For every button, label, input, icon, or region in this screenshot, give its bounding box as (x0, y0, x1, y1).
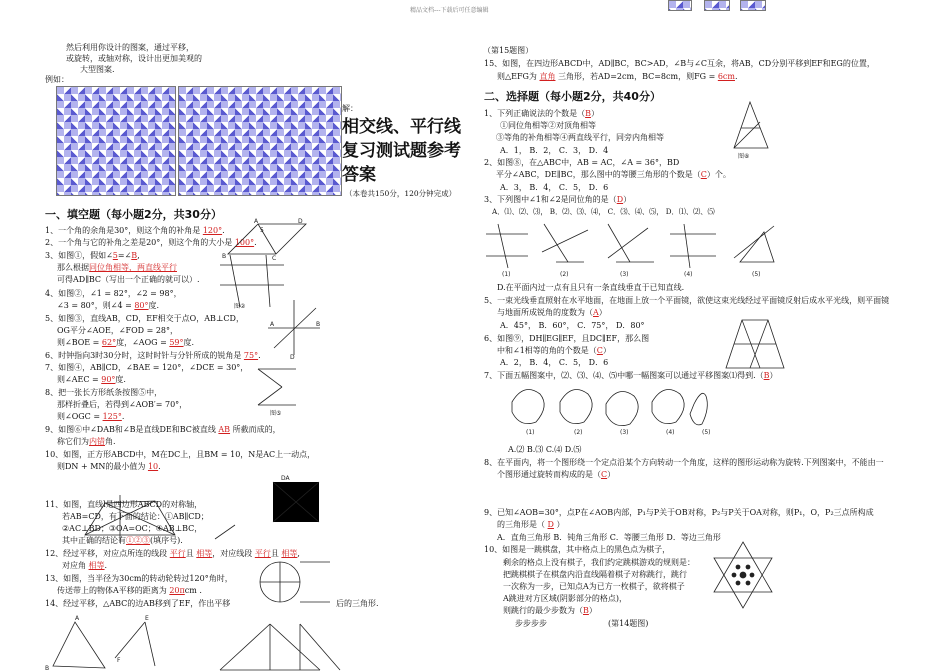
q11: 11、如图，直线l是四边形ABCD的对称轴， (45, 500, 203, 509)
figure-intersect (268, 300, 322, 360)
figure-kite (75, 495, 245, 545)
q11-line3: ②AC⊥BD；③OA=OC；④AB⊥BC， (62, 524, 203, 533)
q13-answer: 传送带上的物体A平移的距离为 20πcm . (57, 586, 202, 595)
q3-note: 可得AD∥BC（写出一个正确的就可以）. (57, 275, 200, 284)
c3: 3、下列图中∠1和∠2是同位角的是（D） (484, 195, 632, 204)
c8: 8、在平面内，将一个图形绕一个定点沿某个方向转动一个角度，这样的图形运动称为旋转.下列图案中，不能由一 (484, 458, 884, 467)
c6: 6、如图⑨，DH∥EG∥EF，且DC∥EF，那么图 (484, 334, 650, 343)
figure-trapezoid (724, 316, 786, 372)
c1: 1、下列正确说法的个数是（B） (484, 109, 599, 118)
q15: 15、如图，在四边形ABCD中，AD∥BC，BC>AD，∠B与∠C互余，将AB，CD分别平移到EF和EG的位置， (484, 59, 875, 68)
svg-text:5: 5 (260, 227, 264, 234)
tile-pattern (740, 0, 766, 11)
q11-answer: 其中正确的结论有①②③(填序号). (62, 536, 183, 545)
c1-line3: ③等角的补角相等④两直线平行，同旁内角相等 (496, 133, 664, 142)
figure-grid (220, 620, 340, 672)
q12: 12、经过平移，对应点所连的线段 平行且 相等，对应线段 平行且 相等, (45, 549, 300, 558)
svg-text:B: B (222, 253, 227, 260)
q15-label: （第15题图） (483, 46, 534, 55)
figure-checkerboard (712, 540, 774, 610)
c1-options: A．1， B．2， C．3， D．4 (500, 146, 609, 155)
q9-answer: 称它们为内错角. (57, 437, 116, 446)
solution-label: 解： (342, 104, 358, 113)
section-heading: 二、选择题（每小题2分，共40分） (484, 90, 661, 103)
svg-text:(3): (3) (620, 271, 629, 278)
c1-line2: ①同位角相等②对顶角相等 (500, 121, 596, 130)
intro-line: 然后利用你设计的图案，通过平移， (66, 43, 194, 52)
figure-triangles (45, 615, 195, 672)
svg-text:A: A (270, 321, 275, 328)
c6-line2: 中和∠1相等的角的个数是（C） (497, 346, 611, 355)
q8: 8、把一张长方形纸条按图⑤中， (45, 388, 163, 397)
c5-line2: 与地面所成锐角的度数为（A） (497, 308, 607, 317)
c10-line5: A跳进对方区域(阴影部分的格点)， (503, 594, 628, 603)
c10-steps: 步步步步 (515, 619, 547, 628)
q14-line2: 后的三角形. (336, 599, 379, 608)
q5: 5、如图③，直线AB，CD，EF相交于点O，AB⊥CD， (45, 314, 244, 323)
q8-line2: 那样折叠后，若得到∠AOB′= 70°， (57, 400, 188, 409)
tile-pattern (668, 0, 692, 11)
q10: 10、如图，正方形ABCD中，M在DC上，且BM = 10，N是AC上一动点， (45, 450, 316, 459)
c5: 5、一束光线垂直照射在水平地面，在地面上放一个平面镜，欲使这束光线经过平面镜反射后成水平光线，则平面镜 (484, 296, 890, 305)
svg-text:E: E (145, 615, 149, 622)
svg-text:图⑧: 图⑧ (738, 153, 750, 160)
tile-pattern-image (56, 86, 176, 196)
svg-text:B: B (45, 665, 50, 672)
section-heading: 一、填空题（每小题2分，共30分） (45, 208, 222, 221)
c3-options: A．⑴、⑵、⑶， B．⑵、⑶、⑷， C．⑶、⑷、⑸， D．⑴、⑵、⑸ (492, 207, 715, 216)
subtitle: （本卷共150分，120分钟完成） (345, 189, 457, 198)
figure-parallelogram (222, 218, 308, 262)
svg-text:D: D (298, 218, 303, 225)
doc-title-line: 复习测试题参考 (342, 141, 461, 161)
figure-wheel (250, 560, 330, 606)
svg-text:(2): (2) (560, 271, 569, 278)
figure-leaf-patterns (506, 382, 711, 436)
q7-answer: 则∠AEC = 90°度. (57, 375, 126, 384)
svg-text:图⑤: 图⑤ (270, 410, 282, 417)
svg-text:图②: 图② (234, 303, 246, 310)
page-header: 精品文档---下载后可任意编辑 (410, 7, 489, 14)
q2: 2、一个角与它的补角之差是20°，则这个角的大小是 100°. (45, 238, 257, 247)
q6: 6、时钟指向3时30分时，这时时针与分针所成的锐角是 75°. (45, 351, 261, 360)
c7: 7、下面五幅图案中，⑵、⑶、⑷、⑸中哪一幅图案可以通过平移图案⑴得到.（B） (484, 371, 778, 380)
svg-text:(5): (5) (752, 271, 761, 278)
c10-line3: 把跳棋棋子在棋盘内沿直线隔着棋子对称跳行，跳行 (503, 570, 687, 579)
q3-reason: 那么根据同位角相等，两直线平行 (57, 263, 177, 272)
q5-line2: OG平分∠AOE，∠FOD = 28°， (57, 326, 179, 335)
svg-text:D: D (290, 354, 295, 361)
svg-text:(4): (4) (666, 429, 675, 436)
figure-isosceles (730, 100, 774, 160)
q13: 13、如图，当半径为30cm的转动轮转过120°角时， (45, 574, 233, 583)
intro-line: 例如： (45, 75, 69, 84)
c5-options: A．45°， B．60°， C．75°， D．80° (500, 321, 645, 330)
c9: 9、已知∠AOB=30°，点P在∠AOB内部，P₁与P关于OB对称，P₂与P关于OA对称，则P₁，O，P₂三点所构成 (484, 508, 874, 517)
q1: 1、一个角的余角是30°，则这个角的补角是 120°. (45, 226, 225, 235)
q15-answer: 则△EFG为 直角 三角形，若AD=2cm，BC=8cm，则FG = 6cm. (497, 72, 738, 81)
q12-answer: 对应角 相等. (62, 561, 108, 570)
doc-title-line: 相交线、平行线 (342, 117, 461, 137)
c14-label: (第14题图) (608, 619, 649, 628)
svg-text:(5): (5) (702, 429, 711, 436)
figure-angle-options (484, 222, 774, 278)
figure-parallel (252, 365, 308, 415)
svg-text:A: A (75, 615, 80, 622)
tile-pattern-image (178, 86, 342, 196)
svg-text:(3): (3) (620, 429, 629, 436)
q3: 3、如图①，假如∠5=∠B, (45, 251, 140, 260)
c10-answer: 则跳行的最少步数为（B） (503, 606, 597, 615)
c9-line2: 的三角形是（ D ） (497, 520, 565, 529)
c6-options: A．2， B．4， C．5， D．6 (500, 358, 609, 367)
c4-option-d: D.在平面内过一点有且只有一条直线垂直于已知直线. (497, 283, 685, 292)
q10-answer: 则DN + MN的最小值为 10. (57, 462, 161, 471)
intro-line: 或旋转，或轴对称，设计出更加美观的 (66, 54, 202, 63)
svg-text:(4): (4) (684, 271, 693, 278)
c2-line2: 平分∠ABC，DE∥BC，那么图中的等腰三角形的个数是（C）个。 (496, 170, 731, 179)
q11-line2: 若AB=CD，有下面的结论：①AB∥CD； (62, 512, 209, 521)
q4-answer: ∠3 = 80°，则∠4 = 80°度. (57, 301, 160, 310)
figure-square (263, 470, 333, 530)
svg-text:F: F (117, 657, 121, 664)
tile-pattern (704, 0, 730, 11)
c8-line2: 个图形通过旋转而构成的是（C） (497, 470, 616, 479)
doc-title-line: 答案 (342, 165, 376, 185)
svg-text:(1): (1) (502, 271, 511, 278)
q7: 7、如图④，AB∥CD，∠BAE = 120°，∠DCE = 30°， (45, 363, 249, 372)
q4: 4、如图②，∠1 = 82°，∠2 = 98°， (45, 289, 182, 298)
svg-text:B: B (316, 321, 321, 328)
c2: 2、如图⑧，在△ABC中，AB = AC，∠A = 36°，BD (484, 158, 680, 167)
svg-text:DA: DA (281, 475, 290, 482)
c9-options: A．直角三角形 B．钝角三角形 C．等腰三角形 D．等边三角形 (497, 533, 721, 542)
svg-text:(2): (2) (574, 429, 583, 436)
c2-options: A．3， B．4， C．5， D．6 (500, 183, 609, 192)
intro-line: 大型图案. (80, 65, 115, 74)
svg-text:C: C (272, 255, 277, 262)
c10: 10、如图是一跳棋盘，其中格点上的黑色点为棋子， (484, 545, 671, 554)
c10-line2: 剩余的格点上没有棋子，我们约定跳棋游戏的规则是： (503, 558, 695, 567)
svg-text:A: A (254, 218, 259, 225)
q8-answer: 则∠OGC = 125°. (57, 412, 125, 421)
q5-answer: 则∠BOE = 62°度，∠AOG = 59°度. (57, 338, 195, 347)
q9: 9、如图⑥中∠DAB和∠B是直线DE和BC被直线 AB 所截而成的， (45, 425, 281, 434)
c10-line4: 一次称为一步，已知点A为已方一枚棋子，欲将棋子 (503, 582, 685, 591)
svg-text:(1): (1) (526, 429, 535, 436)
c7-options: A.⑵ B.⑶ C.⑷ D.⑸ (508, 445, 582, 454)
q14: 14、经过平移，△ABC的边AB移到了EF，作出平移 (45, 599, 231, 608)
